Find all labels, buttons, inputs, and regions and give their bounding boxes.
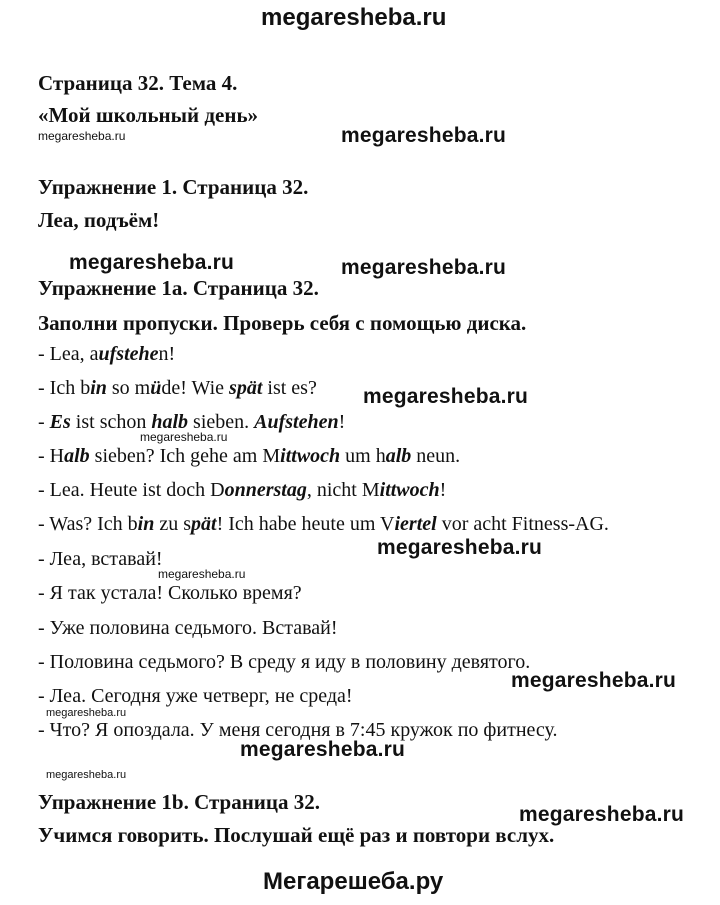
topic-subtitle: «Мой школьный день»: [38, 103, 259, 127]
line-text: !: [439, 479, 447, 501]
watermark: megaresheba.ru: [38, 129, 126, 143]
page-title: Страница 32. Тема 4.: [38, 71, 238, 95]
line-text: - H: [38, 445, 65, 467]
exercise-1-text: Леа, подъём!: [38, 208, 160, 232]
watermark: megaresheba.ru: [341, 124, 507, 147]
exercise-1a-instruction: Заполни пропуски. Проверь себя с помощью диска.: [38, 311, 527, 335]
line-text: - Lea, a: [38, 343, 99, 365]
line-text: - Lea. Heute ist doch D: [38, 479, 225, 501]
dialogue-line-ru: - Уже половина седьмого. Вставай!: [38, 617, 338, 639]
dialogue-line-ru: - Я так устала! Сколько время?: [38, 582, 302, 604]
exercise-1b-heading: Упражнение 1b. Страница 32.: [38, 790, 321, 814]
filled-gap: halb: [151, 411, 189, 433]
line-text: vor acht Fitness-AG.: [436, 513, 609, 535]
line-text: sieben? Ich gehe am M: [89, 445, 281, 467]
dialogue-line-de: [38, 479, 446, 502]
watermark: megaresheba.ru: [341, 256, 507, 279]
filled-gap: alb: [385, 445, 412, 467]
line-text: -: [38, 411, 50, 433]
dialogue-line-de: [38, 343, 175, 366]
filled-gap: alb: [64, 445, 90, 467]
exercise-1b-instruction: Учимся говорить. Послушай ещё раз и повтори вслух.: [38, 823, 555, 847]
filled-gap: ü: [150, 377, 162, 399]
filled-gap: ittwoch: [280, 445, 341, 467]
dialogue-line-de: [38, 377, 317, 400]
dialogue-line-ru: - Что? Я опоздала. У меня сегодня в 7:45 кружок по фитнесу.: [38, 719, 558, 741]
footer-site-title: Мегарешеба.ру: [263, 868, 444, 895]
line-text: ist schon: [70, 411, 152, 433]
watermark: megaresheba.ru: [69, 251, 235, 274]
line-text: ! Ich habe heute um V: [216, 513, 395, 535]
line-text: , nicht M: [306, 479, 380, 501]
watermark: megaresheba.ru: [511, 669, 677, 692]
line-text: - Ich b: [38, 377, 91, 399]
dialogue-line-de: [38, 513, 609, 536]
filled-gap: ufstehe: [98, 343, 159, 365]
dialogue-line-ru: - Половина седьмого? В среду я иду в половину девятого.: [38, 651, 531, 673]
line-text: !: [338, 411, 346, 433]
watermark: megaresheba.ru: [140, 430, 228, 444]
header-site-title: megaresheba.ru: [261, 4, 447, 31]
filled-gap: Es: [49, 411, 71, 433]
line-text: de! Wie: [161, 377, 230, 399]
watermark: megaresheba.ru: [46, 707, 127, 719]
filled-gap: spät: [229, 377, 263, 399]
watermark: megaresheba.ru: [46, 769, 127, 781]
watermark: megaresheba.ru: [240, 738, 406, 761]
filled-gap: in: [90, 377, 107, 399]
filled-gap: Aufstehen: [254, 411, 339, 433]
watermark: megaresheba.ru: [377, 536, 543, 559]
watermark: megaresheba.ru: [519, 803, 685, 826]
dialogue-line-de: [38, 445, 460, 468]
dialogue-line-ru: - Леа. Сегодня уже четверг, не среда!: [38, 685, 353, 707]
filled-gap: onnerstag: [224, 479, 307, 501]
line-text: sieben.: [188, 411, 255, 433]
dialogue-line-ru: - Леа, вставай!: [38, 548, 163, 570]
filled-gap: pät: [191, 513, 217, 535]
watermark: megaresheba.ru: [363, 385, 529, 408]
filled-gap: in: [137, 513, 155, 535]
line-text: - Was? Ich b: [38, 513, 138, 535]
filled-gap: ittwoch: [379, 479, 440, 501]
exercise-1a-heading: Упражнение 1a. Страница 32.: [38, 276, 319, 300]
line-text: zu s: [154, 513, 192, 535]
watermark: megaresheba.ru: [158, 567, 246, 581]
line-text: um h: [340, 445, 386, 467]
line-text: ist es?: [262, 377, 317, 399]
line-text: so m: [106, 377, 151, 399]
filled-gap: iertel: [394, 513, 437, 535]
exercise-1-heading: Упражнение 1. Страница 32.: [38, 175, 309, 199]
line-text: n!: [158, 343, 176, 365]
line-text: neun.: [411, 445, 461, 467]
